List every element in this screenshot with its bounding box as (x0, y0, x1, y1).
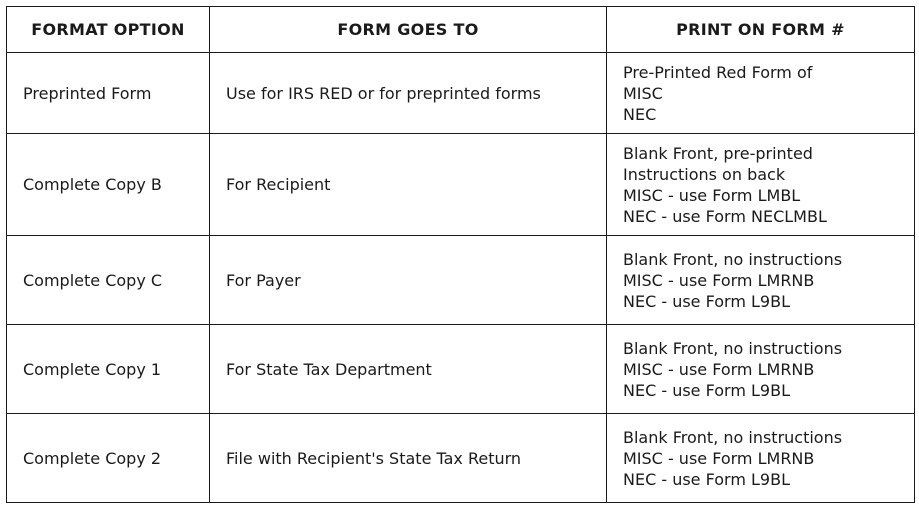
print-on-form-cell (607, 134, 915, 236)
print-line: MISC - use Form LMRNB (623, 270, 815, 290)
table-row (7, 325, 915, 414)
form-goes-to-cell: Use for IRS RED or for preprinted forms (210, 53, 607, 134)
table-row (7, 414, 915, 503)
print-on-form-cell (607, 236, 915, 325)
print-line: NEC - use Form L9BL (623, 380, 790, 400)
format-options-table (6, 6, 915, 503)
table-row (7, 236, 915, 325)
print-line: Blank Front, no instructions (623, 427, 843, 447)
print-line: NEC - use Form L9BL (623, 469, 790, 489)
print-on-form-cell (607, 414, 915, 503)
form-goes-to-cell: For Payer (210, 236, 607, 325)
format-option-cell: Complete Copy 1 (7, 325, 210, 414)
print-line: NEC - use Form L9BL (623, 291, 790, 311)
print-line: Instructions on back (623, 164, 786, 184)
print-line: Blank Front, pre-printed (623, 143, 813, 163)
print-line: Pre-Printed Red Form of (623, 62, 813, 82)
print-line: MISC (623, 83, 663, 103)
header-format-option: FORMAT OPTION (7, 7, 210, 53)
format-option-cell: Complete Copy B (7, 134, 210, 236)
header-form-goes-to: FORM GOES TO (210, 7, 607, 53)
print-line: Blank Front, no instructions (623, 249, 843, 269)
form-goes-to-cell: File with Recipient's State Tax Return (210, 414, 607, 503)
format-option-cell: Complete Copy C (7, 236, 210, 325)
format-option-cell: Preprinted Form (7, 53, 210, 134)
form-goes-to-cell: For State Tax Department (210, 325, 607, 414)
print-on-form-cell (607, 53, 915, 134)
format-option-cell: Complete Copy 2 (7, 414, 210, 503)
table-row (7, 134, 915, 236)
print-line: MISC - use Form LMBL (623, 185, 801, 205)
print-line: NEC (623, 104, 657, 124)
print-line: Blank Front, no instructions (623, 338, 843, 358)
print-line: NEC - use Form NECLMBL (623, 206, 827, 226)
print-line: MISC - use Form LMRNB (623, 359, 815, 379)
print-line: MISC - use Form LMRNB (623, 448, 815, 468)
header-print-on-form: PRINT ON FORM # (607, 7, 915, 53)
table-row (7, 53, 915, 134)
form-goes-to-cell: For Recipient (210, 134, 607, 236)
print-on-form-cell (607, 325, 915, 414)
header-row (7, 7, 915, 53)
